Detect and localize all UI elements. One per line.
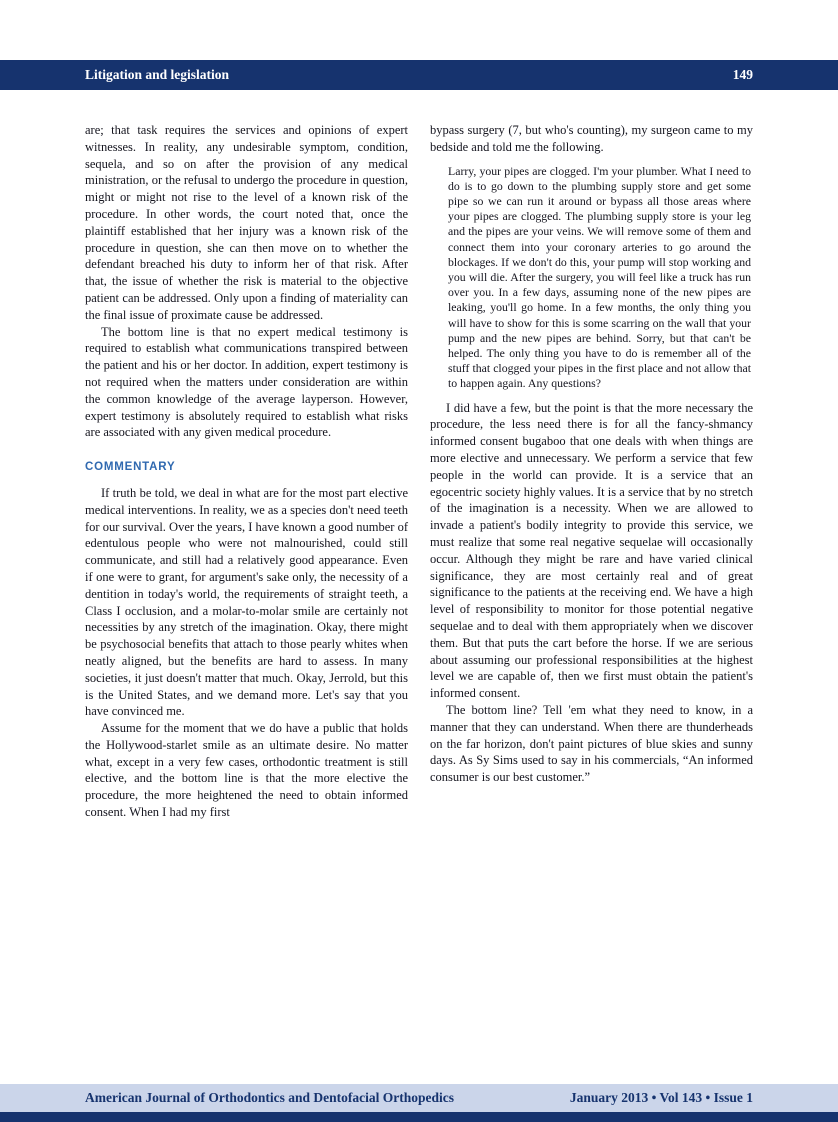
paragraph: bypass surgery (7, but who's counting), my surgeon came to my bedside and told me the following. (430, 123, 753, 154)
article-body (85, 122, 753, 821)
footer-issue-info: January 2013 • Vol 143 • Issue 1 (569, 1090, 753, 1105)
paragraph: I did have a few, but the point is that the more necessary the procedure, the less need there is for all the fancy-shmancy informed consent bugaboo that one deals with when things are more elective and unnecessary. We perform a service that few people in the world can provide. It is a service that an egocentric society highly values. It is a service that by no stretch of the imagination is a necessity. When we are allowed to invade a patient's bodily integrity to provide this service, we must realize that some real negative sequelae will occasionally occur. Although they might be rare and have varied clinical significance, they are most certainly real and of great significance to the patients at the receiving end. We have a high level of responsibility to monitor for those potential negative sequelae and to deal with them appropriately when we discover them. But that puts the cart before the horse. If we are serious about assuming our professional responsibilities at the highest level we are capable of, then we first must obtain the patient's informed consent. (430, 400, 753, 701)
block-quote: Larry, your pipes are clogged. I'm your plumber. What I need to do is to go down to the plumbing supply store and get some pipe so we can run it around or bypass all those areas where your pipes are clogged. The plumbing supply store is your leg and the pipes are your veins. We will remove some of them and connect them into your coronary arteries to go around the blockages. If we don't do this, your pump will stop working and you will die. After the surgery, you will feel like a truck has run over you. In a few days, assuming none of the new pipes are leaking, you'll go home. In a few months, the only thing you will have to show for this is some scarring on the wall that your pump and the new pipes are behind. Sorry, but that can't be helped. The only thing you have to do is remember all of the stuff that clogged your pipes in the first place and not allow that to happen again. Any questions? (448, 163, 751, 391)
paragraph: The bottom line? Tell 'em what they need to know, in a manner that they can understand. When there are thunderheads on the far horizon, don't paint pictures of blue skies and sunny days. As Sy Sims used to say in his commercials, “An informed consumer is our best customer.” (430, 702, 753, 785)
page-footer (0, 1084, 838, 1112)
paragraph: Assume for the moment that we do have a public that holds the Hollywood-starlet smile as an ultimate desire. No matter what, except in a very few cases, orthodontic treatment is still elective, and the bottom line is that the more elective the procedure, the more heightened the need to obtain informed consent. When I had my first (85, 721, 408, 820)
left-column (85, 122, 408, 821)
paragraph: If truth be told, we deal in what are for the most part elective medical interventions. In reality, we as a species don't need teeth for our survival. Over the years, I have known a good number of edentulous people who were not malnourished, could still communicate, and still had a relatively good appearance. Even if one were to grant, for argument's sake only, the necessity of a dentition in today's world, the requirements of straight teeth, a Class I occlusion, and a molar-to-molar smile are certainly not necessities by any stretch of the imagination. Okay, there might be psychosocial benefits that attach to those pearly whites when neatly aligned, but the benefits are hard to assess. In many societies, it just doesn't matter that much. Okay, Jerrold, but this is the United States, and we demand more. Let's say that you have convinced me. (85, 485, 408, 719)
section-heading-commentary: COMMENTARY (85, 461, 176, 474)
running-header (0, 60, 838, 90)
right-column (430, 122, 753, 821)
running-head-title: Litigation and legislation (85, 67, 230, 82)
footer-accent-bar (0, 1112, 838, 1122)
page-number: 149 (732, 67, 753, 82)
footer-journal-title: American Journal of Orthodontics and Dentofacial Orthopedics (85, 1090, 454, 1105)
paragraph: are; that task requires the services and opinions of expert witnesses. In reality, any undesirable symptom, condition, sequela, and so on after the provision of any medical ministration, or the refusal to undergo the procedure in question, might or might not rise to the level of a known risk of the procedure. In other words, the court noted that, once the plaintiff established that her injury was a known risk of the procedure in question, she can then move on to whether the defendant breached his duty to inform her of that risk. After that, the issue of whether the risk is material to the objective patient can be addressed. Only upon a finding of materiality can the final issue of proximate cause be addressed. (85, 123, 408, 322)
paragraph: The bottom line is that no expert medical testimony is required to establish what communications transpired between the patient and his or her doctor. In addition, expert testimony is not required when the matters under consideration are within the common knowledge of the average layperson. However, expert testimony is absolutely required to establish what risks are associated with any given medical procedure. (85, 324, 408, 440)
